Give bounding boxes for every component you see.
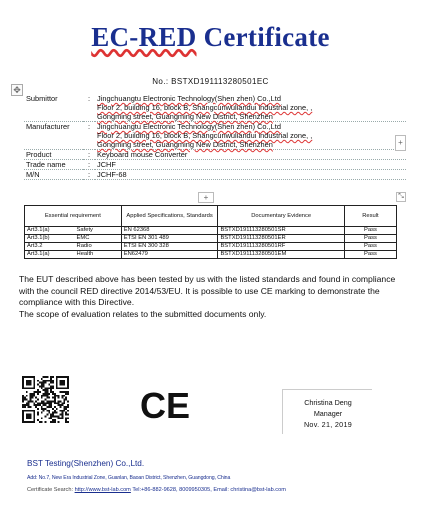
info-row xyxy=(24,122,406,150)
info-colon: : xyxy=(83,160,95,170)
info-colon: : xyxy=(83,170,95,180)
info-value-line: Floor 2, building 16, block B, Shangcunwuliandui industrial zone, , xyxy=(97,103,313,112)
evidence-cell: BSTXD191113280501EM xyxy=(218,251,344,259)
ce-mark xyxy=(141,386,189,424)
info-colon: : xyxy=(83,150,95,160)
result-cell: Pass xyxy=(344,243,396,251)
info-value-line: Jingchuangtu Electronic Technology(Shen zhen) Co.,Ltd xyxy=(97,122,281,131)
add-column-button[interactable] xyxy=(395,135,406,151)
evidence-cell: BSTXD191113280501RF xyxy=(218,243,344,251)
header-result: Result xyxy=(344,206,396,227)
info-value[interactable] xyxy=(95,170,406,180)
requirement-cell xyxy=(25,251,122,259)
plus-icon: + xyxy=(203,193,209,202)
info-label: Manufacturer xyxy=(24,122,83,150)
title-ec: EC-RED xyxy=(91,22,197,52)
info-value-line: Gongming street, Guangming New District, Shenzhen xyxy=(97,140,273,149)
info-row xyxy=(24,170,406,180)
evidence-cell: BSTXD191113280501SR xyxy=(218,227,344,235)
requirement-article: Art3.1(a) xyxy=(27,227,50,233)
info-label: Trade name xyxy=(24,160,83,170)
info-label: Submittor xyxy=(24,94,83,122)
title-rest: Certificate xyxy=(196,22,330,52)
standard-cell: ETSI EN 301 489 xyxy=(121,235,218,243)
info-row xyxy=(24,150,406,160)
table-row xyxy=(25,235,397,243)
info-label: M/N xyxy=(24,170,83,180)
requirement-cell xyxy=(25,227,122,235)
info-value-line: Floor 2, building 16, block B, Shangcunwuliandui industrial zone, , xyxy=(97,131,313,140)
requirements-table xyxy=(24,205,397,259)
standard-cell: ETSI EN 300 328 xyxy=(121,243,218,251)
info-value-line: Keyboard mouse Converter xyxy=(97,150,188,159)
info-colon: : xyxy=(83,122,95,150)
info-colon: : xyxy=(83,94,95,122)
info-label: Product xyxy=(24,150,83,160)
requirement-cell xyxy=(25,235,122,243)
info-value[interactable] xyxy=(95,122,406,150)
requirement-cell xyxy=(25,243,122,251)
requirement-article: Art3.1(b) xyxy=(27,235,50,241)
requirement-article: Art3.1(a) xyxy=(27,251,50,257)
info-row xyxy=(24,160,406,170)
move-icon: ✥ xyxy=(13,85,21,95)
signatory-title: Manager xyxy=(313,409,343,418)
requirement-area: Health xyxy=(76,251,94,257)
search-link[interactable]: http://www.bst-lab.com xyxy=(74,487,131,493)
evidence-cell: BSTXD191113280501ER xyxy=(218,235,344,243)
result-cell: Pass xyxy=(344,235,396,243)
search-label: Certificate Search: xyxy=(27,487,74,493)
signature-date: Nov. 21, 2019 xyxy=(303,420,353,429)
table-move-handle[interactable] xyxy=(11,84,23,96)
requirement-area: EMC xyxy=(76,235,90,241)
table-row xyxy=(25,227,397,235)
certificate-number: No.: BSTXD191113280501EC xyxy=(152,77,269,86)
info-table xyxy=(24,94,406,180)
resize-icon: ⤡ xyxy=(398,193,404,200)
qr-code-icon xyxy=(22,376,69,423)
table-row xyxy=(25,243,397,251)
info-value-line: Jingchuangtu Electronic Technology(Shen zhen) Co.,Ltd xyxy=(97,94,281,103)
info-value[interactable] xyxy=(95,150,406,160)
info-value[interactable] xyxy=(95,160,406,170)
requirement-article: Art3.2 xyxy=(27,243,43,249)
requirement-area: Radio xyxy=(76,243,92,249)
info-value-line: JCHF-68 xyxy=(97,170,127,179)
statement-paragraph: The EUT described above has been tested by us with the listed standards and found in compliance with the council RED directive 2014/53/EU. It is possible to use CE marking to demonstrate the compliance with this Directive. xyxy=(19,274,396,307)
contact-info: Tel:+86-882-9628, 8009950305, Email: christina@bst-lab.com xyxy=(132,487,286,493)
header-documentary-evidence: Documentary Evidence xyxy=(218,206,344,227)
footer-contact xyxy=(27,487,286,493)
table-row xyxy=(25,251,397,259)
header-applied-specifications: Applied Specifications, Standards xyxy=(121,206,218,227)
company-address: Add: No.7, New Era Industrial Zone, Guanlan, Baoan District, Shenzhen, Guangdong, China xyxy=(27,475,231,481)
signatory-name: Christina Deng xyxy=(304,398,352,407)
add-row-button[interactable] xyxy=(198,192,214,203)
result-cell: Pass xyxy=(344,251,396,259)
requirement-area: Safety xyxy=(76,227,93,233)
info-value[interactable] xyxy=(95,94,406,122)
ce-mark-text: CE xyxy=(141,386,189,424)
company-name: BST Testing(Shenzhen) Co.,Ltd. xyxy=(27,459,145,468)
plus-icon: + xyxy=(398,138,403,147)
standard-cell: EN62479 xyxy=(121,251,218,259)
page-title xyxy=(0,22,421,52)
signature-block xyxy=(282,397,374,430)
info-row xyxy=(24,94,406,122)
info-value-line: Gongming street, Guangming New District, Shenzhen xyxy=(97,112,273,121)
info-value-line: JCHF xyxy=(97,160,116,169)
signature-corner-line xyxy=(282,389,372,390)
statement xyxy=(19,274,411,320)
standard-cell: EN 62368 xyxy=(121,227,218,235)
table-resize-handle[interactable] xyxy=(396,192,406,202)
header-essential-requirement: Essential requirement xyxy=(25,206,122,227)
scope-paragraph: The scope of evaluation relates to the submitted documents only. xyxy=(19,308,267,319)
result-cell: Pass xyxy=(344,227,396,235)
